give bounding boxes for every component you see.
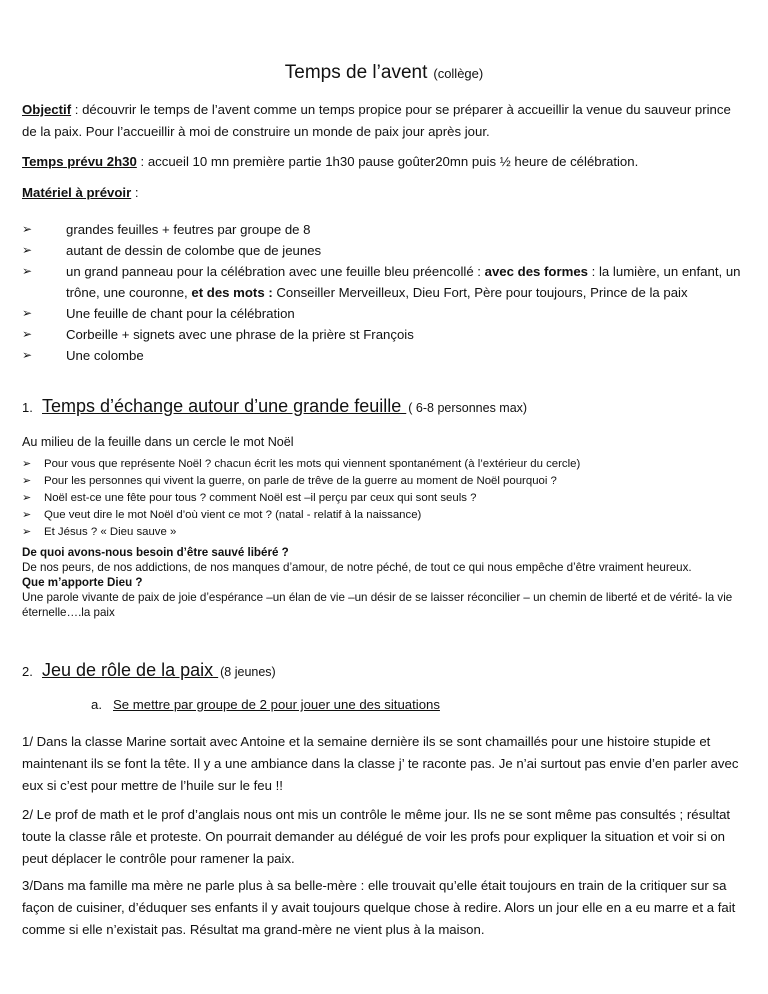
- question-1: De quoi avons-nous besoin d’être sauvé libéré ?: [22, 546, 289, 559]
- materiel-list: [22, 219, 744, 366]
- item-mid: : la lumière, un enfant, un trône, une couronne,: [66, 264, 741, 300]
- materiel-suffix: :: [131, 185, 139, 200]
- situation-1: 1/ Dans la classe Marine sortait avec Antoine et la semaine dernière ils se sont chamaillés pour une histoire stupide et maintenant ils se font la tête. Il y a une ambiance dans la classe j’ te raconte pas. Je n’ai surtout pas envie d’en parler avec eux si c’est pour mettre de l’huile sur le feu !!: [22, 734, 739, 793]
- section1-title: Temps d’échange autour d’une grande feuille: [42, 396, 407, 416]
- title-sub: (collège): [433, 66, 484, 81]
- objectif-label: Objectif: [22, 102, 72, 117]
- materiel-heading: [22, 182, 744, 204]
- list-item: ➢ Noël est-ce une fête pour tous ? comment Noël est –il perçu par ceux qui sont seuls ?: [22, 490, 750, 507]
- question-2: Que m’apporte Dieu ?: [22, 576, 143, 589]
- temps-text: : accueil 10 mn première partie 1h30 pause goûter20mn puis ½ heure de célébration.: [136, 154, 639, 169]
- section2-aside: (8 jeunes): [220, 665, 276, 679]
- list-item: ➢ Une colombe: [22, 345, 744, 366]
- section1-list-wrap: [22, 456, 750, 541]
- item-post: Conseiller Merveilleux, Dieu Fort, Père pour toujours, Prince de la paix: [272, 285, 688, 300]
- list-item: ➢ Pour les personnes qui vivent la guerre, on parle de trêve de la guerre au moment de Noël pourquoi ?: [22, 473, 750, 490]
- section2-heading: [22, 660, 276, 681]
- materiel-label: Matériel à prévoir: [22, 185, 132, 200]
- section1-list: [22, 456, 750, 541]
- situation-3: 3/Dans ma famille ma mère ne parle plus à sa belle-mère : elle trouvait qu’elle était toujours en train de la critiquer sur sa façon de cuisiner, d’éduquer ses enfants il y avait toujours quelque chose à redire. Alors un jour elle en a eu marre et a fait comme si elle n’existait pas. Résultat ma grand-mère ne vient plus à la maison.: [22, 878, 736, 937]
- answer-1: De nos peurs, de nos addictions, de nos manques d’amour, de notre péché, de tout ce qui nous empêche d’être vraiment heureux.: [22, 561, 692, 574]
- page-title: [0, 62, 768, 84]
- section2-number: 2.: [22, 664, 33, 679]
- list-item: ➢ Que veut dire le mot Noël d’où vient ce mot ? (natal - relatif à la naissance): [22, 507, 750, 524]
- section2-title: Jeu de rôle de la paix: [42, 660, 219, 680]
- list-item: ➢ Une feuille de chant pour la célébration: [22, 303, 744, 324]
- list-item: ➢ autant de dessin de colombe que de jeunes: [22, 240, 744, 261]
- sub-number: a.: [91, 697, 102, 712]
- section1-number: 1.: [22, 400, 33, 415]
- list-item: ➢ Pour vous que représente Noël ? chacun écrit les mots qui viennent spontanément (à l’extérieur du cercle): [22, 456, 750, 473]
- section2-subheading: [91, 697, 440, 712]
- section1-aside: ( 6-8 personnes max): [408, 401, 528, 415]
- section1-heading: [22, 396, 527, 417]
- title-main: Temps de l’avent: [284, 62, 428, 83]
- list-item: [22, 261, 744, 303]
- sub-title: Se mettre par groupe de 2 pour jouer une des situations: [113, 697, 440, 712]
- section1-qa: [22, 545, 750, 620]
- list-item: ➢ grandes feuilles + feutres par groupe de 8: [22, 219, 744, 240]
- item-bold-formes: avec des formes: [484, 264, 589, 279]
- item-pre: un grand panneau pour la célébration avec une feuille bleu préencollé :: [66, 264, 485, 279]
- objectif-text: : découvrir le temps de l’avent comme un temps propice pour se préparer à accueillir la venue du sauveur prince de la paix. Pour l’accueillir à moi de construire un monde de paix jour après jour.: [22, 102, 731, 139]
- item-bold-mots: et des mots :: [191, 285, 273, 300]
- answer-2: Une parole vivante de paix de joie d’espérance –un élan de vie –un désir de se laisser réconcilier – un chemin de liberté et de vérité- la vie éternelle….la paix: [22, 591, 733, 619]
- temps-label: Temps prévu 2h30: [22, 154, 137, 169]
- objectif-paragraph: [22, 99, 744, 143]
- temps-paragraph: [22, 151, 744, 173]
- section1-intro: Au milieu de la feuille dans un cercle le mot Noël: [22, 435, 294, 449]
- materiel-list-wrap: [22, 219, 744, 366]
- situation-2: 2/ Le prof de math et le prof d’anglais nous ont mis un contrôle le même jour. Ils ne se sont même pas consultés ; résultat toute la classe râle et proteste. On pourrait demander au délégué de voir les profs pour expliquer la situation et voir si on peut déplacer le contrôle pour ramener la paix.: [22, 807, 731, 866]
- list-item: ➢ Corbeille + signets avec une phrase de la prière st François: [22, 324, 744, 345]
- list-item: ➢ Et Jésus ? « Dieu sauve »: [22, 524, 750, 541]
